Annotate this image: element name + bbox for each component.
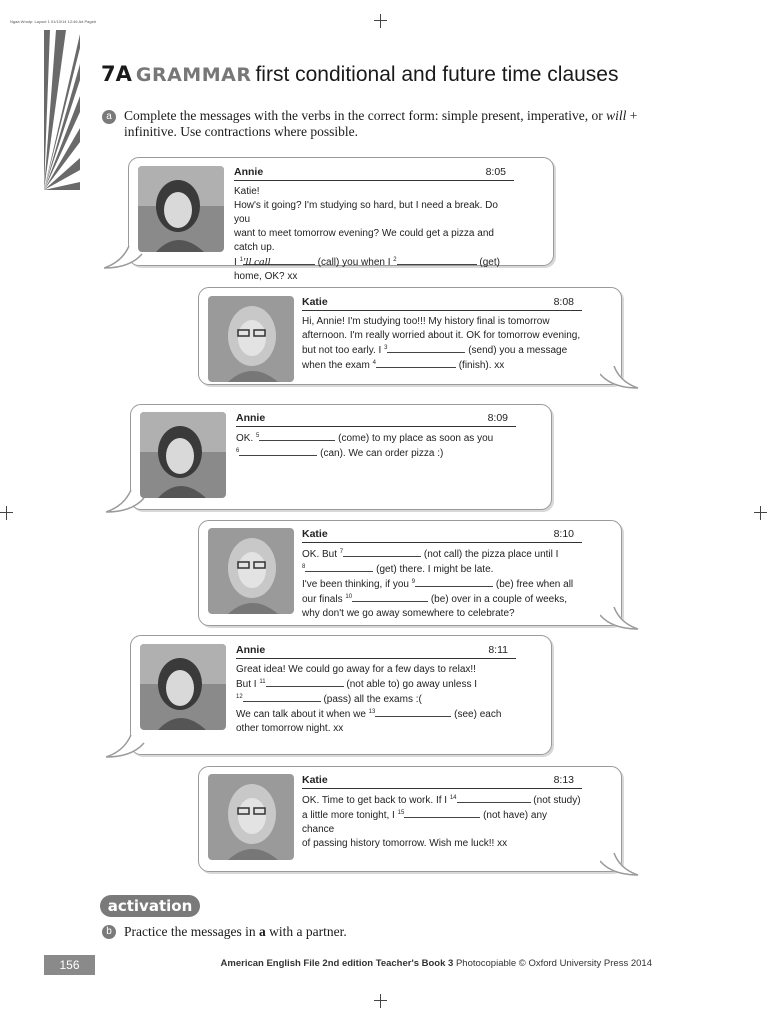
crop-mark xyxy=(380,14,381,28)
exercise-badge-a: a xyxy=(102,110,116,124)
message-line: other tomorrow night. xx xyxy=(236,723,344,734)
answer-blank-3[interactable] xyxy=(387,343,465,353)
message-line: of passing history tomorrow. Wish me luck!! xx xyxy=(302,838,508,849)
message-line: but not too early. I $^3$ (send) you a message xyxy=(302,345,568,356)
message-line: our finals $^{10}$ (be) over in a couple of weeks, xyxy=(302,594,568,605)
avatar-annie xyxy=(138,166,224,252)
exercise-a-instruction: Complete the messages with the verbs in the correct form: simple present, imperative, or will + infinitive. Use contractions where possible. xyxy=(124,108,638,139)
footer-credit: American English File 2nd edition Teacher's Book 3 Photocopiable © Oxford University Press 2014 xyxy=(220,958,652,969)
message-line: when the exam $^4$ (finish). xx xyxy=(302,360,505,371)
message-annie-805 xyxy=(234,166,514,284)
message-line: Hi, Annie! I'm studying too!!! My history final is tomorrow xyxy=(302,316,550,327)
message-time: 8:11 xyxy=(488,644,508,656)
avatar-katie xyxy=(208,296,294,382)
message-line: home, OK? xx xyxy=(234,271,298,282)
sender-name: Katie xyxy=(302,774,328,786)
answer-blank-6[interactable] xyxy=(239,446,317,456)
sender-name: Katie xyxy=(302,296,328,308)
answer-blank-4[interactable] xyxy=(376,358,456,368)
crop-mark xyxy=(0,512,13,513)
message-time: 8:13 xyxy=(553,774,574,786)
sender-name: Katie xyxy=(302,528,328,540)
activation-heading: activation xyxy=(100,895,200,917)
bubble-tail xyxy=(600,366,640,392)
sender-name: Annie xyxy=(236,644,266,656)
answer-blank-11[interactable] xyxy=(266,677,344,687)
answer-blank-8[interactable] xyxy=(305,562,373,572)
answer-blank-13[interactable] xyxy=(375,707,451,717)
answer-blank-1[interactable]: 'll call xyxy=(243,255,315,265)
message-line: want to meet tomorrow evening? We could get a pizza and xyxy=(234,228,494,239)
message-time: 8:10 xyxy=(553,528,574,540)
message-katie-810 xyxy=(302,528,582,621)
answer-blank-7[interactable] xyxy=(343,547,421,557)
message-line: OK. Time to get back to work. If I $^{14}$ (not study) xyxy=(302,795,581,806)
answer-blank-14[interactable] xyxy=(457,793,531,803)
exercise-b-instruction: Practice the messages in a with a partner. xyxy=(124,924,347,939)
message-katie-813 xyxy=(302,774,582,851)
bubble-tail xyxy=(600,853,640,879)
message-line: I $^1$'ll call (call) you when I $^2$ (get) xyxy=(234,256,500,268)
message-line: I've been thinking, if you $^9$ (be) free when all xyxy=(302,579,574,590)
page-title xyxy=(101,62,619,87)
message-line: OK. $^5$ (come) to my place as soon as you xyxy=(236,433,494,444)
message-line: why don't we go away somewhere to celebrate? xyxy=(302,608,515,619)
message-line: OK. But $^7$ (not call) the pizza place until I xyxy=(302,549,559,560)
message-time: 8:08 xyxy=(553,296,574,308)
exercise-badge-b: b xyxy=(102,925,116,939)
sender-name: Annie xyxy=(234,166,264,178)
message-line: Katie! xyxy=(234,186,260,197)
crop-mark xyxy=(374,1000,387,1001)
bubble-tail xyxy=(106,735,146,761)
print-header: Ngaa Wnotp: Layout 1 01/10/14 12:46 Ad Page# xyxy=(10,19,97,24)
avatar-katie xyxy=(208,528,294,614)
crop-mark xyxy=(380,994,381,1008)
bubble-tail xyxy=(600,607,640,633)
avatar-annie xyxy=(140,644,226,730)
message-annie-811 xyxy=(236,644,516,736)
message-katie-808 xyxy=(302,296,582,373)
avatar-annie xyxy=(140,412,226,498)
crop-mark xyxy=(6,506,7,520)
sender-name: Annie xyxy=(236,412,266,424)
message-line: We can talk about it when we $^{13}$ (see) each xyxy=(236,709,502,720)
avatar-katie xyxy=(208,774,294,860)
message-time: 8:05 xyxy=(485,166,506,178)
crop-mark xyxy=(754,512,767,513)
section-keyword: GRAMMAR xyxy=(135,64,252,86)
answer-blank-9[interactable] xyxy=(415,577,493,587)
answer-blank-15[interactable] xyxy=(404,808,480,818)
message-line: $^6$ (can). We can order pizza :) xyxy=(236,448,444,459)
crop-mark xyxy=(374,20,387,21)
message-time: 8:09 xyxy=(487,412,508,424)
message-line: $^8$ (get) there. I might be late. xyxy=(302,564,494,575)
crop-mark xyxy=(760,506,761,520)
message-annie-809 xyxy=(236,412,516,461)
message-line: $^{12}$ (pass) all the exams :( xyxy=(236,694,422,705)
message-line: But I $^{11}$ (not able to) go away unless I xyxy=(236,679,478,690)
lesson-number: 7A xyxy=(101,62,132,86)
page-number: 156 xyxy=(44,955,95,975)
answer-blank-12[interactable] xyxy=(243,692,321,702)
message-line: a little more tonight, I $^{15}$ (not have) any chance xyxy=(302,810,548,835)
answer-blank-2[interactable] xyxy=(397,255,477,265)
answer-blank-5[interactable] xyxy=(259,431,335,441)
message-line: catch up. xyxy=(234,242,275,253)
message-line: How's it going? I'm studying so hard, but I need a break. Do you xyxy=(234,200,498,225)
message-line: afternoon. I'm really worried about it. OK for tomorrow evening, xyxy=(302,330,581,341)
title-topic: first conditional and future time clauses xyxy=(255,63,619,86)
starburst-decoration xyxy=(44,30,80,190)
message-line: Great idea! We could go away for a few days to relax!! xyxy=(236,664,476,675)
answer-blank-10[interactable] xyxy=(352,592,428,602)
